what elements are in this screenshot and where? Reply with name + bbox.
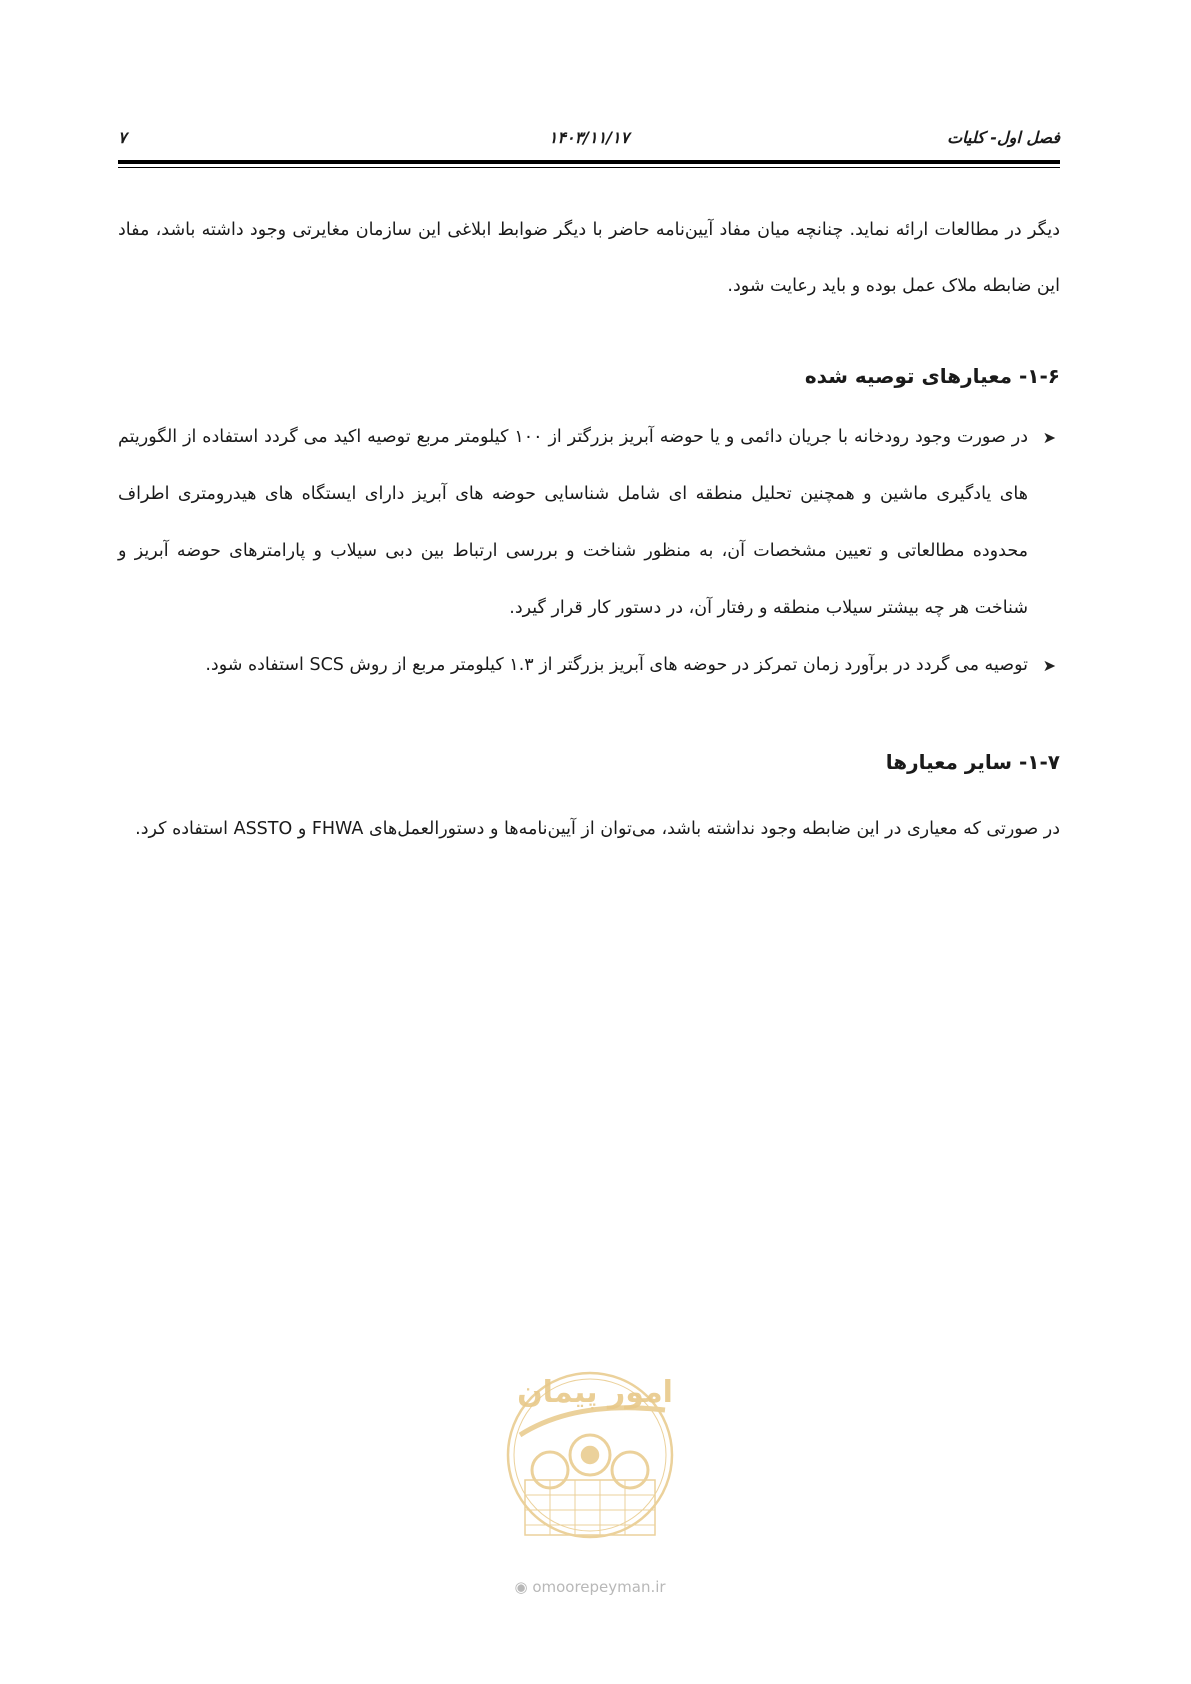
header-date: ۱۴۰۳/۱۱/۱۷ (548, 128, 630, 147)
other-criteria-paragraph: در صورتی که معیاری در این ضابطه وجود نداشته باشد، می‌توان از آیین‌نامه‌ها و دستورالعمل‌های FHWA و ASSTO استفاده کرد. (135, 819, 1060, 839)
list-item (118, 637, 1060, 694)
list-item-text: در صورت وجود رودخانه با جریان دائمی و یا حوضه آبریز بزرگتر از ۱۰۰ کیلومتر مربع توصیه اکید می گردد استفاده از الگوریتم های یادگیری ماشین و همچنین تحلیل منطقه ای شامل شناسایی حوضه های آبریز دارای ایستگاه های هیدرومتری اطراف محدوده مطالعاتی و تعیین مشخصات آن، به منظور شناخت و بررسی ارتباط بین دبی سیلاب و پارامترهای حوضه آبریز و شناخت هر چه بیشتر سیلاب منطقه و رفتار آن، در دستور کار قرار گیرد. (118, 427, 1028, 618)
list-item-text: توصیه می گردد در برآورد زمان تمرکز در حوضه های آبریز بزرگتر از ۱.۳ کیلومتر مربع از روش SCS استفاده شود. (205, 655, 1028, 675)
header-rule-thick (118, 160, 1060, 164)
watermark-url-text: omoorepeyman.ir (532, 1578, 666, 1596)
globe-icon: ◉ (514, 1578, 528, 1596)
arrow-bullet-icon: ➤ (1042, 656, 1056, 675)
section-heading-1-7: ۱-۷- سایر معیارها (885, 750, 1060, 774)
header-rule-thin (118, 167, 1060, 168)
omoorepeyman-logo-watermark (495, 1330, 685, 1580)
recommendations-list (118, 409, 1060, 694)
page-header (118, 126, 1060, 152)
chapter-title: فصل اول- کلیات (947, 128, 1060, 147)
section-heading-1-6: ۱-۶- معیارهای توصیه شده (804, 364, 1060, 388)
arrow-bullet-icon: ➤ (1042, 428, 1056, 447)
intro-paragraph: دیگر در مطالعات ارائه نماید. چنانچه میان مفاد آیین‌نامه حاضر با دیگر ضوابط ابلاغی این سازمان مغایرتی وجود داشته باشد، مفاد این ضابطه ملاک عمل بوده و باید رعایت شود. (118, 220, 1060, 296)
page-content (118, 202, 1060, 858)
logo-text: امور پیمان (517, 1375, 673, 1410)
page-number: ۷ (118, 128, 127, 147)
watermark-caption (495, 1578, 685, 1596)
list-item (118, 409, 1060, 637)
